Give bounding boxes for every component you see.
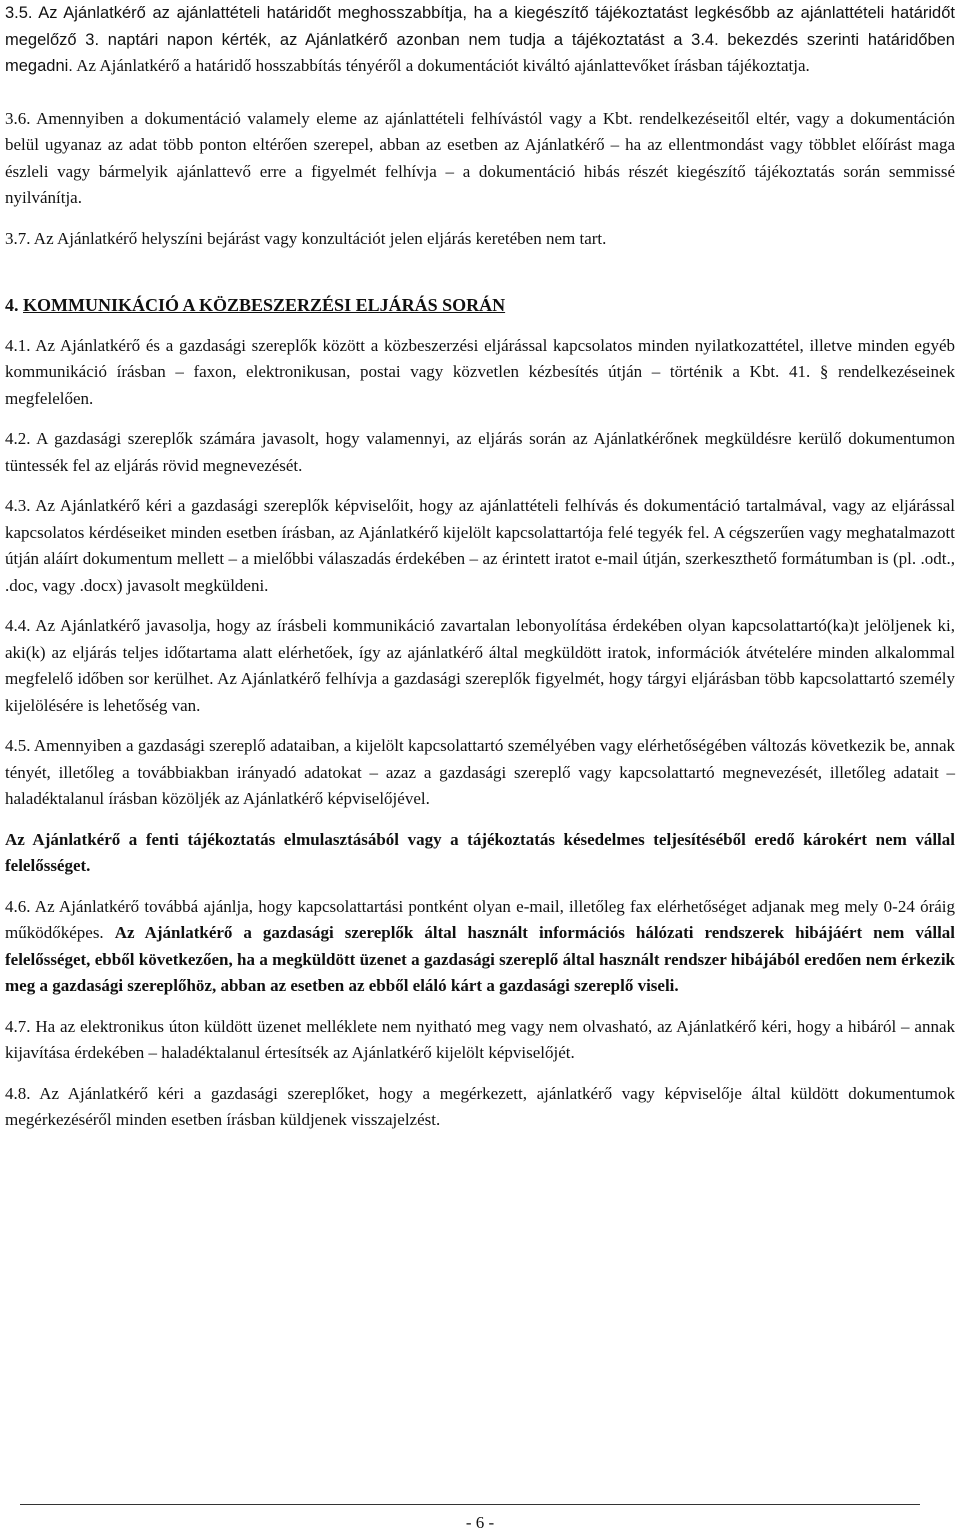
paragraph-3-6: 3.6. Amennyiben a dokumentáció valamely eleme az ajánlattételi felhívástól vagy a Kbt. rendelkezéseitől eltér, vagy a dokumentáción belül ugyanaz az adat több ponton eltérően szerepel, abban az esetben az Ajánlatkérő – ha az ellentmondást vagy többlet előírást maga észleli vagy bármelyik ajánlattevő erre a figyelmét felhívja – a dokumentáció hibás részét kiegészítő tájékoztatás során semmissé nyilvánítja.: [5, 108, 955, 207]
page-number: - 6 -: [465, 1513, 495, 1532]
paragraph-4-5: 4.5. Amennyiben a gazdasági szereplő adataiban, a kijelölt kapcsolattartó személyében vagy elérhetőségében változás következik be, annak tényét, illetőleg a továbbiakban irányadó adatokat – azaz a gazdasági szereplő vagy kapcsolattartó megnevezését, illetőleg adatait – haladéktalanul írásban közöljék az Ajánlatkérő képviselőjével.: [5, 736, 955, 808]
paragraph-3-5-part-a: 3.5. Az Ajánlatkérő az ajánlattételi határidőt meghosszabbítja, ha a kiegészítő tájékoztatást legkésőbb az ajánlattételi határidőt megelőző 3. naptári napon kérték, az Ajánlatkérő azonban nem tudja a tájékoztatást a 3.4. bekezdés szerinti határidőben megadni.: [5, 4, 955, 75]
spacer: [5, 719, 955, 733]
paragraph-3-5: [5, 0, 955, 80]
paragraph-4-2: 4.2. A gazdasági szereplők számára javasolt, hogy valamennyi, az eljárás során az Ajánlatkérőnek megküldésre kerülő dokumentumon tüntessék fel az eljárás rövid megnevezését.: [5, 429, 955, 475]
paragraph-3-5-part-b: Az Ajánlatkérő a határidő hosszabbítás tényéről a dokumentációt kiváltó ajánlattevőket írásban tájékoztatja.: [76, 56, 810, 75]
spacer: [5, 212, 955, 226]
section-4-title: KOMMUNIKÁCIÓ A KÖZBESZERZÉSI ELJÁRÁS SORÁN: [23, 295, 506, 315]
footer-divider: [20, 1504, 920, 1505]
paragraph-4-8: 4.8. Az Ajánlatkérő kéri a gazdasági szereplőket, hogy a megérkezett, ajánlatkérő vagy képviselője által küldött dokumentumok megérkezéséről minden esetben írásban küldjenek visszajelzést.: [5, 1083, 955, 1129]
paragraph-4-6-bold: Az Ajánlatkérő a gazdasági szereplők által használt információs hálózati rendszerek hibájáért nem vállal felelősséget, ebből következően, ha a megküldött üzenet a gazdasági szereplő által használt rendszer hibájából eredően nem érkezik meg a gazdasági szereplőhöz, abban az esetben az ebből eláló kárt a gazdasági szereplő viseli.: [5, 923, 956, 995]
paragraph-4-7: 4.7. Ha az elektronikus úton küldött üzenet melléklete nem nyitható meg vagy nem olvasható, az Ajánlatkérő kéri, hogy a hibáról – annak kijavítása érdekében – haladéktalanul értesítsék az Ajánlatkérő kijelölt képviselőjét.: [5, 1016, 955, 1062]
spacer: [5, 479, 955, 493]
spacer: [5, 319, 955, 333]
spacer: [5, 813, 955, 827]
spacer: [5, 278, 955, 292]
spacer: [5, 599, 955, 613]
paragraph-4-1: 4.1. Az Ajánlatkérő és a gazdasági szereplők között a közbeszerzési eljárással kapcsolatos minden nyilatkozattétel, illetve minden egyéb kommunikáció írásban – faxon, elektronikusan, postai vagy közvetlen kézbesítés útján – történik a Kbt. 41. § rendelkezéseinek megfelelően.: [5, 335, 955, 408]
spacer: [5, 1067, 955, 1081]
paragraph-3-7: 3.7. Az Ajánlatkérő helyszíni bejárást vagy konzultációt jelen eljárás keretében nem tart.: [5, 228, 607, 248]
paragraph-4-6: [5, 894, 955, 1000]
spacer: [5, 880, 955, 894]
spacer: [5, 252, 955, 278]
spacer: [5, 412, 955, 426]
paragraph-4-6-normal: 4.6. Az Ajánlatkérő továbbá ajánlja, hogy kapcsolattartási pontként olyan e-mail, illetőleg fax elérhetőséget adjanak meg mely 0-24 óráig működőképes.: [5, 896, 955, 942]
spacer: [5, 1000, 955, 1014]
section-4-heading: [5, 292, 955, 319]
paragraph-4-4: 4.4. Az Ajánlatkérő javasolja, hogy az írásbeli kommunikáció zavartalan lebonyolítása érdekében olyan kapcsolattartó(ka)t jelöljenek ki, aki(k) az eljárás teljes időtartama alatt elérhetőek, így az ajánlatkérő által megküldött iratok, információk átvételére minden alkalommal megfelelő időben sor kerülhet. Az Ajánlatkérő felhívja a gazdasági szereplők figyelmét, hogy tárgyi eljárásban több kapcsolattartó személy kijelölésére is lehetőség van.: [5, 616, 955, 715]
paragraph-4-3: 4.3. Az Ajánlatkérő kéri a gazdasági szereplők képviselőit, hogy az ajánlattételi felhívás és dokumentáció tartalmával, vagy az eljárással kapcsolatos kérdéseiket minden esetben írásban, az Ajánlatkérő kijelölt kapcsolattartója felé tegyék fel. A cégszerűen vagy meghatalmazott útján aláírt dokumentum mellett – a mielőbbi válaszadás érdekében – az érintett iratot e-mail útján, szerkeszthető formátumban is (pl. .odt., .doc, vagy .docx) javasolt megküldeni.: [5, 496, 955, 595]
section-4-number: 4.: [5, 295, 19, 315]
document-page: [5, 0, 955, 1134]
liability-notice: Az Ajánlatkérő a fenti tájékoztatás elmulasztásából vagy a tájékoztatás késedelmes teljesítéséből eredő károkért nem vállal felelősséget.: [5, 829, 955, 875]
spacer: [5, 80, 955, 106]
